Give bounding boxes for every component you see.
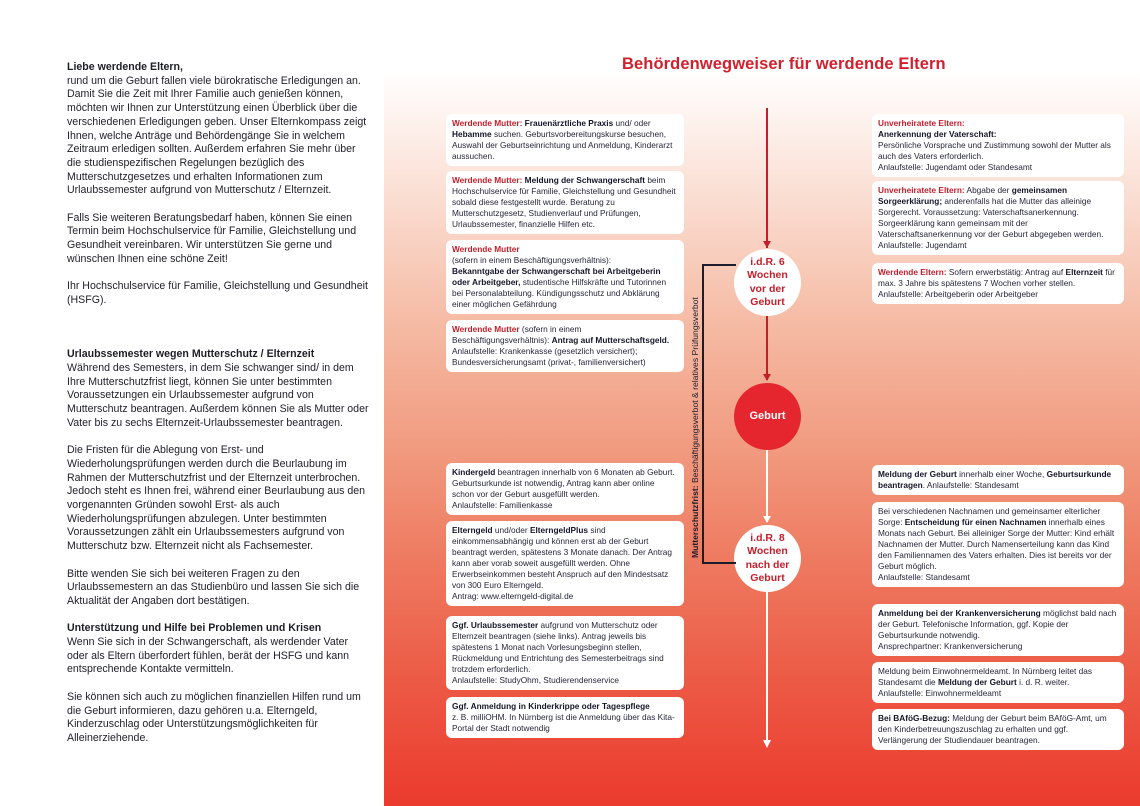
greeting-heading: Liebe werdende Eltern,: [67, 61, 183, 73]
card-sorgeerklaerung: [872, 181, 1124, 255]
milestone-text: nach der: [745, 558, 790, 571]
urlaubssemester-heading: Urlaubssemester wegen Mutterschutz / Elternzeit: [67, 348, 315, 361]
mutterschutzfrist-label-bold: Mutterschutzfrist:: [690, 485, 700, 558]
card-text: innerhalb einer Woche,: [956, 469, 1047, 479]
support-section: [67, 622, 372, 677]
card-kinderkrippe: [446, 697, 684, 738]
card-bold: Ggf. Anmeldung in Kinderkrippe oder Tagespflege: [452, 701, 650, 711]
urlaubssemester-text-3: Bitte wenden Sie sich bei weiteren Fragen zu den Urlaubssemestern an das Studienbüro und lassen Sie sich die Aktualität der Angaben dort bestätigen.: [67, 567, 360, 607]
card-bold: gemeinsamen Sorgeerklärung;: [878, 185, 1068, 206]
timeline-line-1: [766, 108, 768, 248]
urlaubssemester-text-1: Während des Semesters, in dem Sie schwanger sind/ in dem Ihre Mutterschutzfrist liegt, können Sie unter bestimmten Voraussetzungen ein Urlaubssemester aufgrund von Mutterschutz beantragen. Außerdem können Sie als Mutter oder Vater bis zu sechs Elternzeit-Urlaubssemester beantragen.: [67, 362, 369, 429]
card-text: Abgabe der: [964, 185, 1012, 195]
milestone-text: Geburt: [750, 296, 785, 308]
card-bold: Meldung der Schwangerschaft: [522, 175, 646, 185]
mutterschutzfrist-bracket: [702, 264, 736, 564]
card-frauenarzt: [446, 114, 684, 166]
card-text: sind einkommensabhängig und können erst ab der Geburt beantragt werden, spätestens 3 Monate danach. Der Antrag kann aber vorab soweit ausgefüllt werden. Ohne Erwerbseinkommen besteht Anspruch auf den Mindestsatz von 300 Euro Elterngeld.: [452, 525, 673, 590]
card-elternzeit: [872, 263, 1124, 304]
milestone-text: i.d.R. 8: [750, 531, 785, 544]
card-bold: ElterngeldPlus: [529, 525, 589, 535]
milestone-6-weeks-before: [734, 249, 801, 316]
card-role: Unverheiratete Eltern:: [878, 118, 965, 128]
card-mutterschaftsgeld: [446, 320, 684, 372]
card-text: und/oder: [492, 525, 530, 535]
support-text-2: Sie können sich auch zu möglichen finanziellen Hilfen rund um die Geburt informieren, dazu gehören u.a. Elterngeld, Kinderzuschlag oder Unterstützungsmöglichkeiten für Alleinerziehende.: [67, 690, 361, 744]
card-text: z. B. milliOHM. In Nürnberg ist die Anmeldung über das Kita-Portal der Stadt notwendig: [452, 712, 675, 733]
card-urlaubssemester: [446, 616, 684, 690]
card-text: Persönliche Vorsprache und Zustimmung sowohl der Mutter als auch des Vaters erforderlich.: [878, 140, 1111, 161]
card-text: aufgrund von Mutterschutz oder Elternzeit beantragen (siehe links). Antrag jeweils bis spätestens 1 Monat nach Vorlesungsbeginn stellen, Rückmeldung und Entrichtung des Semesterbeitrags sind trotzdem erforderlich.: [452, 620, 664, 674]
card-text: für max. 3 Jahre bis spätestens 7 Wochen vorher stellen.: [878, 267, 1115, 288]
intro-paragraph: [67, 61, 372, 198]
card-text: (sofern in einem Beschäftigungsverhältnis):: [452, 324, 582, 345]
timeline-line-2: [766, 316, 768, 380]
card-bold: Bei BAföG-Bezug:: [878, 713, 950, 723]
card-text: Meldung der Geburt beim BAföG-Amt, um den Kinderbetreuungszuschlag zu erhalten und ggf. Verlängerung der Studiendauer beantragen.: [878, 713, 1107, 745]
card-einwohnermeldeamt: [872, 662, 1124, 703]
mutterschutzfrist-label: [690, 297, 700, 558]
signature-paragraph: Ihr Hochschulservice für Familie, Gleichstellung und Gesundheit (HSFG).: [67, 280, 368, 306]
card-kindergeld: [446, 463, 684, 515]
mutterschutzfrist-label-text: Beschäftigungsverbot & relatives Prüfungsverbot: [690, 297, 700, 486]
card-elterngeld: [446, 521, 684, 606]
card-role: Werdende Mutter:: [452, 175, 523, 185]
card-role: Werdende Mutter: [452, 324, 520, 334]
card-text: und/ oder: [613, 118, 651, 128]
arrow-down-icon: [763, 516, 771, 523]
card-bekanntgabe-arbeitgeber: [446, 240, 684, 314]
elterngeld-link: Antrag: www.elterngeld-digital.de: [452, 591, 574, 601]
timeline-line-4: [766, 592, 768, 742]
card-text: Anlaufstelle: StudyOhm, Studierendenservice: [452, 675, 619, 685]
card-bold: Meldung der Geburt: [937, 677, 1017, 687]
milestone-8-weeks-after: [734, 525, 801, 592]
card-krankenversicherung: [872, 604, 1124, 656]
card-text: Anlaufstelle: Arbeitgeberin oder Arbeitgeber: [878, 289, 1039, 299]
card-role: Werdende Mutter: [452, 244, 520, 254]
card-bold: Ggf. Urlaubssemester: [452, 620, 539, 630]
card-role: Werdende Eltern:: [878, 267, 947, 277]
card-text: Sofern erwerbstätig: Antrag auf: [946, 267, 1066, 277]
left-page: [0, 0, 384, 806]
card-bold: Elternzeit: [1065, 267, 1103, 277]
birth-circle: [734, 383, 801, 450]
card-bold: Bekanntgabe der Schwangerschaft bei Arbeitgeberin oder Arbeitgeber,: [452, 266, 661, 287]
card-text: Bei verschiedenen Nachnamen und gemeinsamer elterlicher Sorge:: [878, 506, 1101, 527]
milestone-text: i.d.R. 6: [750, 255, 785, 268]
urlaubssemester-section: [67, 348, 372, 430]
advice-paragraph: Falls Sie weiteren Beratungsbedarf haben, können Sie einen Termin beim Hochschulservice für Familie, Gleichstellung und Gesundheit vereinbaren. Wir unterstützen Sie gerne und wünschen Ihnen eine schöne Zeit!: [67, 211, 357, 265]
card-bold: Entscheidung für einen Nachnamen: [904, 517, 1047, 527]
urlaubssemester-text-2: Die Fristen für die Ablegung von Erst- und Wiederholungsprüfungen werden durch die Beurlaubung im Rahmen der Mutterschutzfrist und der Elternzeit unterbrochen. Jedoch steht es Ihnen frei, während einer Beurlaubung aus den vorgenannten Gründen sowohl Erst- als auch Wiederholungsprüfungen abzulegen. Unter bestimmten Voraussetzungen zählt ein Urlaubssemesters aufgrund von Mutterschutz bzw. Elternzeit nicht als Fachsemester.: [67, 444, 366, 553]
card-text: i. d. R. weiter.: [1016, 677, 1070, 687]
timeline-line-3: [766, 450, 768, 522]
birth-label: Geburt: [749, 409, 786, 422]
card-bold: Antrag auf Mutterschaftsgeld.: [551, 335, 670, 345]
card-text: Anlaufstelle: Jugendamt oder Standesamt: [878, 162, 1033, 172]
intro-text: rund um die Geburt fallen viele bürokratische Erledigungen an. Damit Sie die Zeit mit Ihrer Familie auch genießen können, möchten wir Ihnen zur Unterstützung einen Überblick über die verschiedenen Erledigungen geben. Unser Elternkompass zeigt Ihnen, welche Anträge und Behördengänge Sie in welchem Zeitraum erledigen sollten. Außerdem erfahren Sie mehr über die studienspezifischen Regelungen bezüglich des Mutterschutzgesetzes und erhalten Informationen zum Urlaubssemester aufgrund von Mutterschutz / Elternzeit.: [67, 74, 367, 197]
card-text: suchen. Geburtsvorbereitungskurse besuchen, Auswahl der Geburtseinrichtung und Anmeldung, Kinderarzt aussuchen.: [452, 129, 673, 161]
intro-column: [67, 61, 372, 759]
milestone-text: Wochen: [747, 269, 788, 281]
card-text: möglichst bald nach der Geburt. Telefonische Information, ggf. Kopie der Geburtsurkunde notwendig.: [878, 608, 1117, 640]
card-text: . Anlaufstelle: Standesamt: [922, 480, 1019, 490]
card-text: Anlaufstelle: Krankenkasse (gesetzlich versichert); Bundesversicherungsamt (privat-, familienversichert): [452, 346, 646, 367]
card-text: Anlaufstelle: Familienkasse: [452, 500, 553, 510]
card-bold: Meldung der Geburt: [878, 469, 957, 479]
milestone-text: Geburt: [750, 572, 785, 584]
card-bold: Frauenärztliche Praxis: [522, 118, 614, 128]
card-bold: Anerkennung der Vaterschaft:: [878, 129, 997, 139]
card-text: Anlaufstelle: Einwohnermeldeamt: [878, 688, 1002, 698]
card-role: Unverheiratete Eltern:: [878, 185, 965, 195]
card-text: Ansprechpartner: Krankenversicherung: [878, 641, 1023, 651]
right-page: [384, 0, 1140, 806]
card-meldung-geburt: [872, 465, 1124, 495]
card-text: beim Hochschulservice für Familie, Gleichstellung und Gesundheit sobald diese festgestellt wurde. Beratung zu Mutterschutzgesetz, Studienverlauf und Prüfungen, Urlaubssemester, finanzielle Hilfen etc.: [452, 175, 676, 229]
card-bafoeg: [872, 709, 1124, 750]
card-text: (sofern in einem Beschäftigungsverhältnis):: [452, 255, 612, 265]
arrow-down-icon: [763, 740, 771, 748]
card-bold: Geburtsurkunde beantragen: [878, 469, 1112, 490]
card-text: Anlaufstelle: Standesamt: [878, 572, 970, 582]
card-text: Meldung beim Einwohnermeldeamt. In Nürnberg leitet das Standesamt die: [878, 666, 1092, 687]
support-heading: Unterstützung und Hilfe bei Problemen und Krisen: [67, 622, 322, 635]
milestone-text: Wochen: [747, 545, 788, 557]
card-text: anderenfalls hat die Mutter das alleinige Sorgerecht. Voraussetzung: Vaterschaftsanerkennung. Sorgeerklärung kann gemeinsam mit der Vaterschaftsanerkennung vor der Geburt abgegeben werden. Anlaufstelle: Jugendamt: [878, 196, 1104, 250]
support-text-1: Wenn Sie sich in der Schwangerschaft, als werdender Vater oder als Eltern überfordert fühlen, berät der HSFG und kann entsprechende Kontakte vermitteln.: [67, 636, 350, 676]
milestone-text: vor der: [749, 282, 786, 295]
card-vaterschaft: [872, 114, 1124, 177]
card-bold: Hebamme: [452, 129, 492, 139]
card-role: Werdende Mutter:: [452, 118, 523, 128]
card-text: beantragen innerhalb von 6 Monaten ab Geburt. Geburtsurkunde ist notwendig, Antrag kann aber online schon vor der Geburt ausgefüllt werden.: [452, 467, 675, 499]
arrow-down-icon: [763, 241, 771, 248]
card-bold: Elterngeld: [452, 525, 493, 535]
card-bold: Kindergeld: [452, 467, 496, 477]
card-bold: Anmeldung bei der Krankenversicherung: [878, 608, 1041, 618]
card-meldung-schwangerschaft: [446, 171, 684, 234]
card-text: studentische Hilfskräfte und Tutorinnen bei Personalabteilung. Kündigungsschutz und Abklärung einer möglichen Gefährdung: [452, 277, 667, 309]
arrow-down-icon: [763, 374, 771, 381]
card-text: innerhalb eines Monats nach Geburt. Bei alleiniger Sorge der Mutter: Kind erhält Nachnamen der Mutter. Durch Namenserteilung kann das Kind den Familiennamen des Vaters erhalten. Dies ist bereits vor der Geburt möglich.: [878, 517, 1115, 571]
card-nachname: [872, 502, 1124, 587]
page-title: Behördenwegweiser für werdende Eltern: [622, 55, 946, 73]
